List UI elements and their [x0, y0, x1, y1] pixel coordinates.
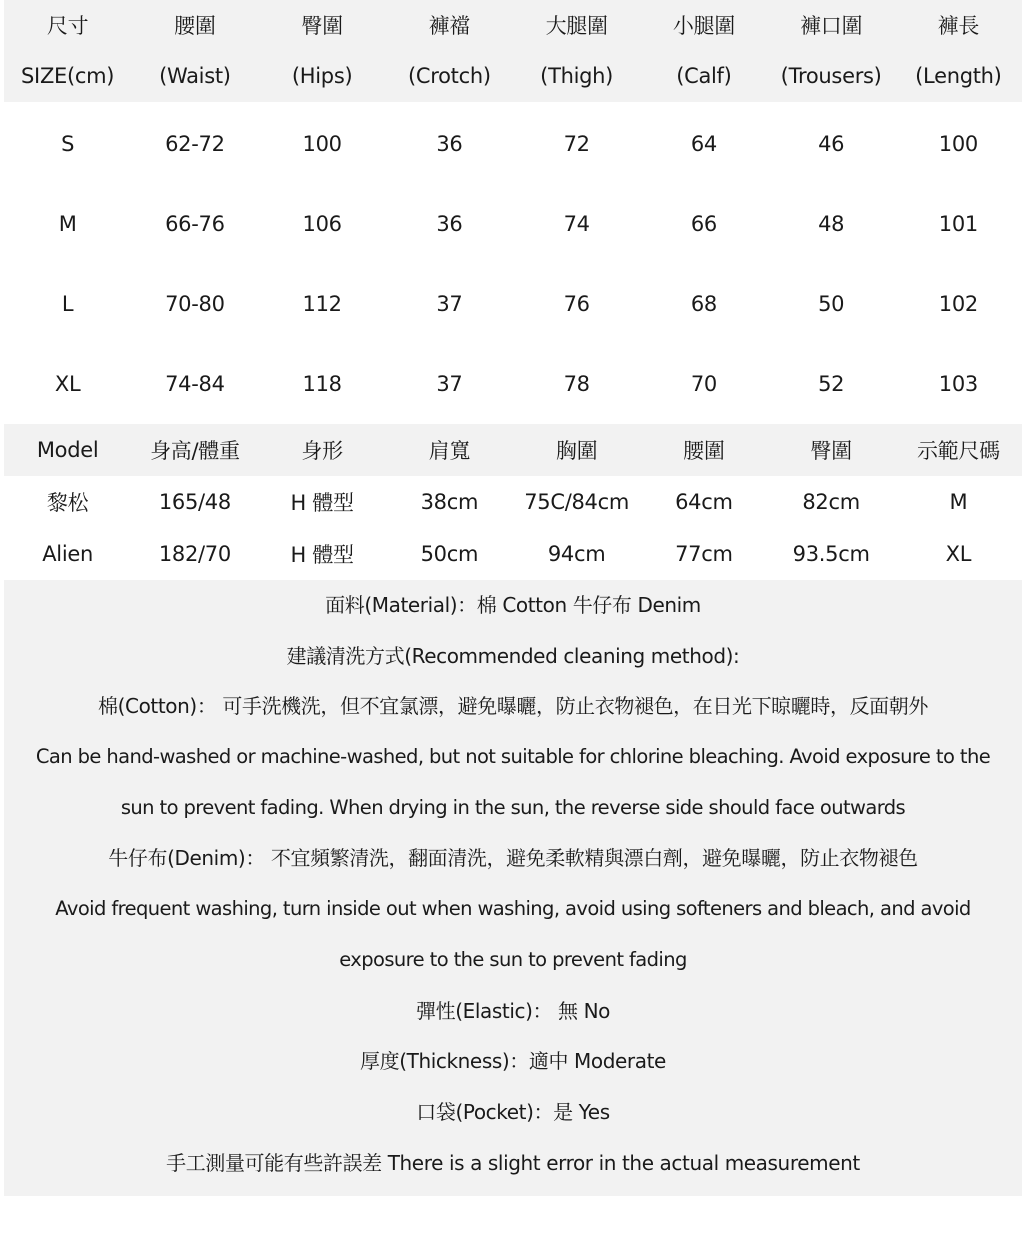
header-cell: SIZE(cm) [21, 64, 115, 88]
table-cell: 72 [563, 132, 590, 156]
table-cell: 93.5cm [792, 542, 870, 566]
header-cell: 腰圍 [174, 14, 216, 38]
header-cell: 小腿圍 [672, 14, 735, 38]
header-cell: 尺寸 [46, 14, 89, 38]
table-cell: 182/70 [158, 542, 231, 566]
table-row [4, 344, 1022, 424]
table-cell: 68 [690, 292, 717, 316]
table-cell: 75C/84cm [524, 490, 630, 514]
header-cell: (Thigh) [540, 64, 614, 88]
table-cell: XL [945, 542, 972, 566]
header-cell: 身高/體重 [150, 439, 240, 463]
denim-care-zh: 牛仔布(Denim)： 不宜頻繁清洗，翻面清洗，避免柔軟精與漂白劑，避免曝曬，防止衣物褪色 [108, 846, 918, 871]
size-chart [4, 0, 1022, 1196]
table-row [4, 184, 1022, 264]
header-cell: 身形 [301, 439, 343, 463]
elastic-note: 彈性(Elastic)： 無 No [416, 998, 610, 1023]
table-cell: 94cm [547, 542, 606, 566]
table-cell: 50 [818, 292, 845, 316]
table-cell: 100 [302, 132, 342, 156]
denim-care-en: Avoid frequent washing, turn inside out when washing, avoid using softeners and bleach, and avoid [55, 897, 971, 921]
header-cell: (Calf) [676, 64, 732, 88]
table-cell: 112 [302, 292, 342, 316]
header-cell: (Trousers) [780, 64, 882, 88]
cotton-care-en: Can be hand-washed or machine-washed, but not suitable for chlorine bleaching. Avoid exposure to the [35, 745, 991, 769]
table-cell: 64cm [675, 490, 733, 514]
table-cell: L [61, 292, 74, 316]
table-cell: 66 [690, 212, 717, 236]
header-cell: 腰圍 [683, 439, 725, 463]
header-cell: (Crotch) [407, 64, 491, 88]
table-cell: 37 [436, 292, 463, 316]
size-header-zh [4, 0, 1022, 50]
table-cell: Alien [42, 542, 93, 566]
header-cell: (Hips) [291, 64, 353, 88]
product-notes [4, 580, 1022, 1196]
size-table-body [4, 102, 1022, 424]
table-cell: 36 [436, 132, 463, 156]
table-cell: 106 [302, 212, 342, 236]
table-row [4, 104, 1022, 184]
header-cell: 肩寬 [428, 439, 471, 463]
table-cell: 76 [563, 292, 590, 316]
table-cell: 101 [938, 212, 978, 236]
table-cell: 103 [938, 372, 978, 396]
header-cell: Model [36, 438, 99, 462]
measurement-disclaimer: 手工測量可能有些許誤差 There is a slight error in the actual measurement [166, 1150, 860, 1175]
table-cell: 74-84 [165, 372, 225, 396]
table-row [4, 528, 1022, 580]
table-cell: 38cm [420, 490, 479, 514]
header-cell: (Length) [915, 64, 1002, 88]
table-row [4, 476, 1022, 528]
table-cell: M [949, 490, 968, 514]
table-cell: 77cm [675, 542, 733, 566]
model-header [4, 424, 1022, 476]
table-cell: 102 [938, 292, 978, 316]
header-cell: 臀圍 [810, 439, 852, 463]
table-cell: XL [54, 372, 81, 396]
header-cell: 褲口圍 [800, 14, 863, 38]
table-cell: H 體型 [290, 491, 354, 515]
table-cell: 48 [818, 212, 845, 236]
size-header-en [4, 50, 1022, 102]
header-cell: 大腿圍 [545, 14, 608, 38]
material-note: 面料(Material)：棉 Cotton 牛仔布 Denim [325, 593, 701, 617]
table-cell: 黎松 [46, 491, 89, 515]
header-cell: 胸圍 [555, 439, 598, 463]
table-cell: 118 [302, 372, 342, 396]
denim-care-en-cont: exposure to the sun to prevent fading [339, 947, 687, 971]
table-cell: 36 [436, 212, 463, 236]
table-cell: 74 [563, 212, 590, 236]
table-cell: 70-80 [165, 292, 225, 316]
table-cell: 82cm [802, 490, 860, 514]
pocket-note: 口袋(Pocket)：是 Yes [416, 1099, 610, 1124]
cleaning-method-title: 建議清洗方式(Recommended cleaning method): [286, 643, 740, 668]
table-cell: 50cm [420, 542, 479, 566]
table-cell: 52 [818, 372, 845, 396]
table-row [4, 264, 1022, 344]
table-cell: 66-76 [165, 212, 225, 236]
table-cell: M [58, 212, 77, 236]
table-cell: 78 [563, 372, 590, 396]
header-cell: 臀圍 [301, 14, 343, 38]
table-cell: 37 [436, 372, 463, 396]
table-cell: 100 [938, 132, 978, 156]
header-cell: 褲長 [937, 14, 980, 38]
header-cell: 褲襠 [428, 14, 471, 38]
table-cell: 46 [818, 132, 845, 156]
table-cell: H 體型 [290, 543, 354, 567]
header-cell: 示範尺碼 [916, 439, 1000, 463]
cotton-care-zh: 棉(Cotton)： 可手洗機洗，但不宜氯漂，避免曝曬，防止衣物褪色，在日光下晾曬時，反面朝外 [98, 694, 928, 719]
table-cell: 64 [690, 132, 717, 156]
thickness-note: 厚度(Thickness)：適中 Moderate [360, 1049, 666, 1074]
table-cell: 165/48 [158, 490, 231, 514]
cotton-care-en-cont: sun to prevent fading. When drying in the sun, the reverse side should face outwards [120, 795, 906, 819]
table-cell: 62-72 [165, 132, 225, 156]
table-cell: 70 [690, 372, 717, 396]
table-cell: S [61, 132, 75, 156]
header-cell: (Waist) [159, 64, 231, 88]
